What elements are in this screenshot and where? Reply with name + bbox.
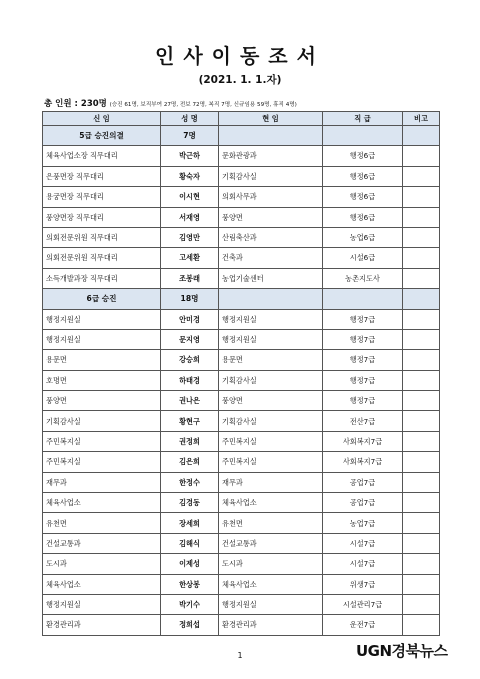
new-post-cell: 체육사업소 — [43, 574, 161, 594]
note-cell — [403, 411, 440, 431]
name-cell: 김경동 — [161, 493, 219, 513]
total-label: 총 인원 : 230명 — [44, 99, 107, 109]
name-cell: 황현구 — [161, 411, 219, 431]
note-cell — [403, 513, 440, 533]
current-post-cell: 행정지원실 — [219, 309, 323, 329]
current-post-cell: 체육사업소 — [219, 574, 323, 594]
table-row — [43, 431, 440, 451]
rank-cell: 위생7급 — [323, 574, 403, 594]
group-count: 18명 — [161, 289, 219, 309]
group-empty-cell — [323, 126, 403, 146]
group-empty-cell — [219, 126, 323, 146]
note-cell — [403, 350, 440, 370]
note-cell — [403, 227, 440, 247]
new-post-cell: 풍양면 — [43, 391, 161, 411]
new-post-cell: 기획감사실 — [43, 411, 161, 431]
rank-cell: 공업7급 — [323, 472, 403, 492]
table-row — [43, 615, 440, 635]
new-post-cell: 호명면 — [43, 370, 161, 390]
new-post-cell: 도시과 — [43, 554, 161, 574]
table-row — [43, 370, 440, 390]
name-cell: 한정수 — [161, 472, 219, 492]
total-personnel — [44, 97, 297, 109]
table-row — [43, 391, 440, 411]
effective-date: (2021. 1. 1.자) — [198, 74, 282, 86]
name-cell: 김해식 — [161, 533, 219, 553]
current-post-cell: 도시과 — [219, 554, 323, 574]
new-post-cell: 의회전문위원 직무대리 — [43, 227, 161, 247]
table-header-row — [43, 112, 440, 126]
table-row — [43, 472, 440, 492]
current-post-cell: 기획감사실 — [219, 370, 323, 390]
table-row — [43, 513, 440, 533]
table-body — [43, 126, 440, 636]
new-post-cell: 용궁면장 직무대리 — [43, 187, 161, 207]
table-row — [43, 227, 440, 247]
current-post-cell: 농업기술센터 — [219, 268, 323, 288]
header-note: 비고 — [403, 112, 440, 126]
note-cell — [403, 533, 440, 553]
rank-cell: 사회복지7급 — [323, 452, 403, 472]
table-row — [43, 594, 440, 614]
new-post-cell: 체육사업소 — [43, 493, 161, 513]
current-post-cell: 용문면 — [219, 350, 323, 370]
rank-cell: 행정6급 — [323, 166, 403, 186]
header-new-post: 신 임 — [43, 112, 161, 126]
new-post-cell: 소득개발과장 직무대리 — [43, 268, 161, 288]
name-cell: 권정희 — [161, 431, 219, 451]
rank-cell: 행정7급 — [323, 370, 403, 390]
name-cell: 하태경 — [161, 370, 219, 390]
rank-cell: 행정7급 — [323, 391, 403, 411]
name-cell: 권나은 — [161, 391, 219, 411]
new-post-cell: 주민복지실 — [43, 452, 161, 472]
table-row — [43, 268, 440, 288]
rank-cell: 행정6급 — [323, 187, 403, 207]
new-post-cell: 유천면 — [43, 513, 161, 533]
note-cell — [403, 207, 440, 227]
note-cell — [403, 472, 440, 492]
rank-cell: 공업7급 — [323, 493, 403, 513]
table-row — [43, 146, 440, 166]
note-cell — [403, 187, 440, 207]
name-cell: 이제성 — [161, 554, 219, 574]
table-row — [43, 207, 440, 227]
table-row — [43, 248, 440, 268]
note-cell — [403, 370, 440, 390]
current-post-cell: 의회사무과 — [219, 187, 323, 207]
rank-cell: 농업6급 — [323, 227, 403, 247]
news-logo-watermark: UGN경북뉴스 — [356, 642, 448, 660]
name-cell: 황숙자 — [161, 166, 219, 186]
current-post-cell: 기획감사실 — [219, 166, 323, 186]
table-row — [43, 574, 440, 594]
current-post-cell: 건축과 — [219, 248, 323, 268]
note-cell — [403, 574, 440, 594]
current-post-cell: 재무과 — [219, 472, 323, 492]
new-post-cell: 재무과 — [43, 472, 161, 492]
note-cell — [403, 329, 440, 349]
rank-cell: 농촌지도사 — [323, 268, 403, 288]
new-post-cell: 은풍면장 직무대리 — [43, 166, 161, 186]
current-post-cell: 행정지원실 — [219, 329, 323, 349]
page-number: 1 — [237, 651, 243, 660]
new-post-cell: 체육사업소장 직무대리 — [43, 146, 161, 166]
rank-cell: 운전7급 — [323, 615, 403, 635]
rank-cell: 사회복지7급 — [323, 431, 403, 451]
rank-cell: 시설7급 — [323, 533, 403, 553]
rank-cell: 행정6급 — [323, 146, 403, 166]
current-post-cell: 행정지원실 — [219, 594, 323, 614]
current-post-cell: 체육사업소 — [219, 493, 323, 513]
total-detail: (승진 61명, 보직부여 27명, 전보 72명, 복직 7명, 신규임용 59명, 휴직 4명) — [109, 102, 297, 108]
name-cell: 장세희 — [161, 513, 219, 533]
header-current-post: 현 임 — [219, 112, 323, 126]
table-row — [43, 493, 440, 513]
current-post-cell: 주민복지실 — [219, 431, 323, 451]
group-count: 7명 — [161, 126, 219, 146]
current-post-cell: 유천면 — [219, 513, 323, 533]
rank-cell: 시설관리7급 — [323, 594, 403, 614]
rank-cell: 행정7급 — [323, 329, 403, 349]
name-cell: 한상봉 — [161, 574, 219, 594]
group-header-row — [43, 289, 440, 309]
new-post-cell: 의회전문위원 직무대리 — [43, 248, 161, 268]
name-cell: 박기수 — [161, 594, 219, 614]
new-post-cell: 행정지원실 — [43, 309, 161, 329]
rank-cell: 전산7급 — [323, 411, 403, 431]
rank-cell: 행정7급 — [323, 309, 403, 329]
group-title: 5급 승진의결 — [43, 126, 161, 146]
group-empty-cell — [219, 289, 323, 309]
name-cell: 박근하 — [161, 146, 219, 166]
current-post-cell: 건설교통과 — [219, 533, 323, 553]
table-row — [43, 309, 440, 329]
rank-cell: 시설7급 — [323, 554, 403, 574]
name-cell: 서재영 — [161, 207, 219, 227]
new-post-cell: 용문면 — [43, 350, 161, 370]
table-row — [43, 452, 440, 472]
note-cell — [403, 391, 440, 411]
name-cell: 정희섭 — [161, 615, 219, 635]
table-row — [43, 350, 440, 370]
rank-cell: 행정7급 — [323, 350, 403, 370]
current-post-cell: 산림축산과 — [219, 227, 323, 247]
table-row — [43, 411, 440, 431]
table-row — [43, 187, 440, 207]
note-cell — [403, 146, 440, 166]
note-cell — [403, 431, 440, 451]
current-post-cell: 풍양면 — [219, 207, 323, 227]
current-post-cell: 풍양면 — [219, 391, 323, 411]
name-cell: 이시현 — [161, 187, 219, 207]
note-cell — [403, 452, 440, 472]
note-cell — [403, 554, 440, 574]
note-cell — [403, 248, 440, 268]
current-post-cell: 환경관리과 — [219, 615, 323, 635]
name-cell: 문지영 — [161, 329, 219, 349]
name-cell: 고세환 — [161, 248, 219, 268]
group-empty-cell — [403, 126, 440, 146]
document-title: 인사이동조서 — [155, 44, 325, 68]
group-empty-cell — [403, 289, 440, 309]
table-row — [43, 533, 440, 553]
header-rank: 직 급 — [323, 112, 403, 126]
rank-cell: 시설6급 — [323, 248, 403, 268]
new-post-cell: 행정지원실 — [43, 594, 161, 614]
rank-cell: 행정6급 — [323, 207, 403, 227]
name-cell: 안미경 — [161, 309, 219, 329]
group-header-row — [43, 126, 440, 146]
personnel-table — [42, 111, 440, 636]
group-empty-cell — [323, 289, 403, 309]
new-post-cell: 환경관리과 — [43, 615, 161, 635]
note-cell — [403, 309, 440, 329]
rank-cell: 농업7급 — [323, 513, 403, 533]
new-post-cell: 행정지원실 — [43, 329, 161, 349]
group-title: 6급 승진 — [43, 289, 161, 309]
note-cell — [403, 594, 440, 614]
new-post-cell: 풍양면장 직무대리 — [43, 207, 161, 227]
name-cell: 조봉래 — [161, 268, 219, 288]
current-post-cell: 문화관광과 — [219, 146, 323, 166]
note-cell — [403, 615, 440, 635]
name-cell: 김은희 — [161, 452, 219, 472]
new-post-cell: 건설교통과 — [43, 533, 161, 553]
header-name: 성 명 — [161, 112, 219, 126]
table-row — [43, 166, 440, 186]
note-cell — [403, 268, 440, 288]
new-post-cell: 주민복지실 — [43, 431, 161, 451]
note-cell — [403, 166, 440, 186]
table-row — [43, 554, 440, 574]
name-cell: 강승희 — [161, 350, 219, 370]
current-post-cell: 기획감사실 — [219, 411, 323, 431]
current-post-cell: 주민복지실 — [219, 452, 323, 472]
name-cell: 김영만 — [161, 227, 219, 247]
note-cell — [403, 493, 440, 513]
table-row — [43, 329, 440, 349]
